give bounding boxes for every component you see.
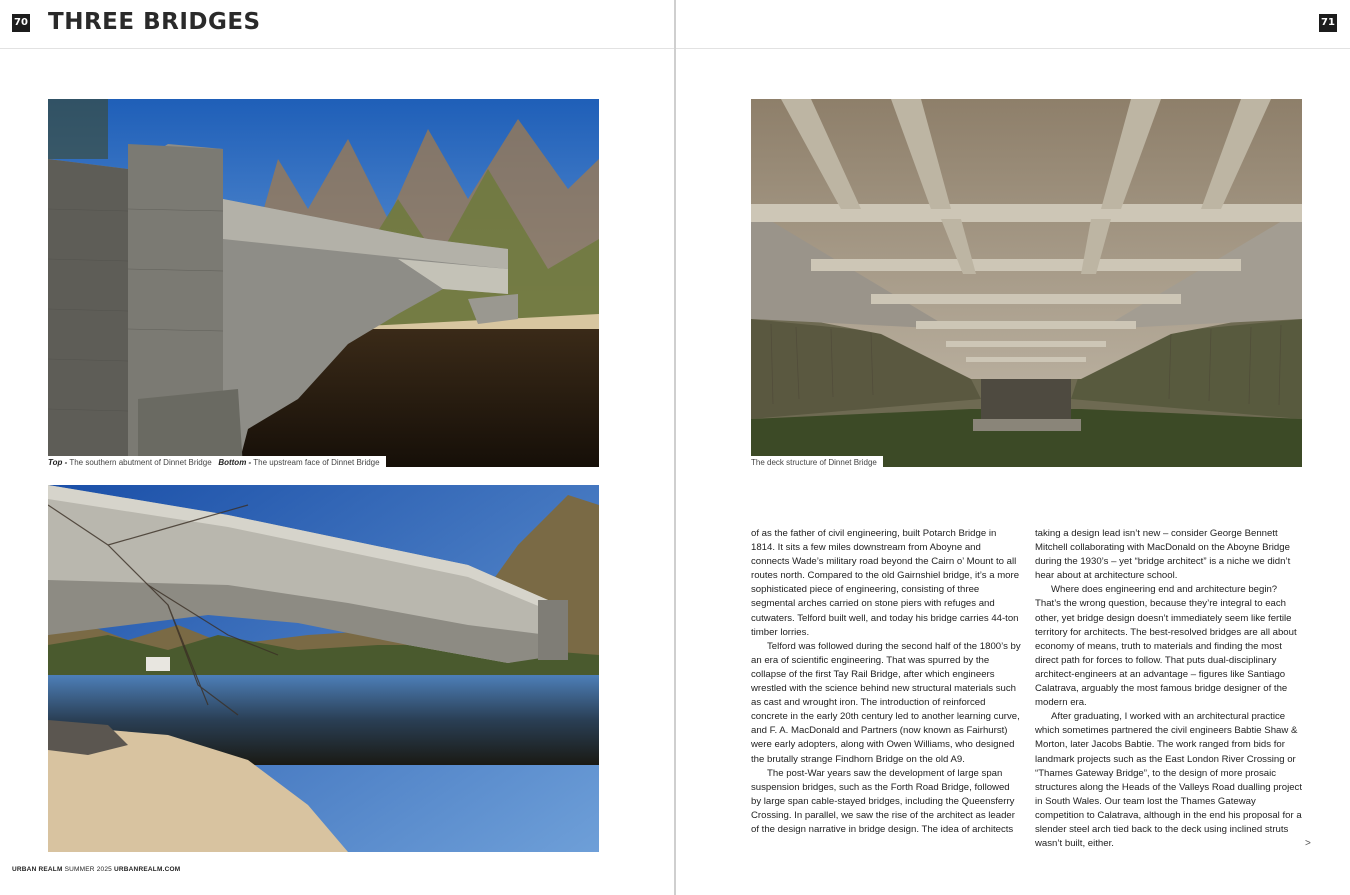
article-paragraph: Telford was followed during the second half of the 1800’s by an era of scientific engineering. That was spurred by the collapse of the first Tay Rail Bridge, after which engineers wrestled with the science behind new structural materials such as cast and wrought iron. The introduction of reinforced concrete in the early 20th century led to another learning curve, and F. A. MacDonald and Partners (now known as Fairhurst) were early adopters, along with Owen Williams, who designed the brutally strange Findhorn Bridge on the old A9.: [751, 640, 1021, 765]
page-footer: [12, 866, 180, 873]
article-paragraph: of as the father of civil engineering, built Potarch Bridge in 1814. It sits a few miles downstream from Aboyne and connects Wade’s military road beyond the Cairn o’ Mount to all routes north. Compared to the old Gairnshiel bridge, it’s a more sophisticated piece of engineering, consisting of three segmental arches carried on stone piers with refuges and cutwaters. Telford built well, and today his bridge carries 44-ton timber lorries.: [751, 528, 1020, 638]
page-gutter: [674, 0, 676, 895]
photo-upstream-face: [48, 485, 599, 852]
header-divider-right: [676, 48, 1350, 49]
section-title: THREE BRIDGES: [48, 9, 261, 35]
page-number-left: 70: [12, 14, 30, 32]
footer-website: URBANREALM.COM: [113, 866, 181, 873]
article-paragraph: The post-War years saw the development of large span suspension bridges, such as the Forth Road Bridge, followed by large span cable-stayed bridges, including the Queensferry Crossing. In parallel, we saw the rise of the architect as leader of the design narrative in bridge design. The idea of architects: [751, 767, 1015, 835]
article-column-1: [751, 527, 1021, 837]
article-paragraph: Where does engineering end and architecture begin? That’s the wrong question, because they’re integral to each other, yet bridge design doesn’t immediately seem like fertile territory for architects. The best-resolved bridges are all about economy of means, truth to materials and finding the most direct path for forces to follow. That puts dual-disciplinary architect-engineers at an advantage – figures like Santiago Calatrava, arguably the most famous bridge designer of the modern era.: [1035, 584, 1297, 709]
header-divider-left: [0, 48, 674, 49]
article-paragraph: After graduating, I worked with an architectural practice which sometimes partnered the civil engineers Babtie Shaw & Morton, later Jacobs Babtie. The work ranged from bids for landmark projects such as the East London River Crossing or “Thames Gateway Bridge”, to the design of more prosaic structures along the Heads of the Valleys Road dualling project in South Wales. Our team lost the Thames Gateway competition to Calatrava, although in the end his proposal for a slender steel arch tied back to the deck using inclined struts wasn’t built, either.: [1035, 711, 1303, 850]
caption-top-text: The southern abutment of Dinnet Bridge: [69, 458, 212, 467]
caption-top-label: Top -: [48, 458, 68, 467]
photo-southern-abutment: [48, 99, 599, 467]
article-column-2: [1035, 527, 1303, 851]
photo-caption-right: The deck structure of Dinnet Bridge: [751, 456, 883, 470]
article-paragraph: taking a design lead isn’t new – consider George Bennett Mitchell collaborating with MacDonald on the Aboyne Bridge during the 1930’s – yet “bridge architect” is a niche we didn’t hear about at architecture school.: [1035, 528, 1291, 582]
footer-magazine: URBAN REALM: [12, 866, 63, 873]
continue-arrow: >: [1305, 838, 1311, 849]
photo-deck-structure: [751, 99, 1302, 467]
caption-bottom-text: The upstream face of Dinnet Bridge: [253, 458, 380, 467]
footer-issue: SUMMER 2025: [64, 866, 112, 873]
photo-caption-left: [48, 456, 386, 470]
page-number-right: 71: [1319, 14, 1337, 32]
caption-bottom-label: Bottom -: [218, 458, 252, 467]
